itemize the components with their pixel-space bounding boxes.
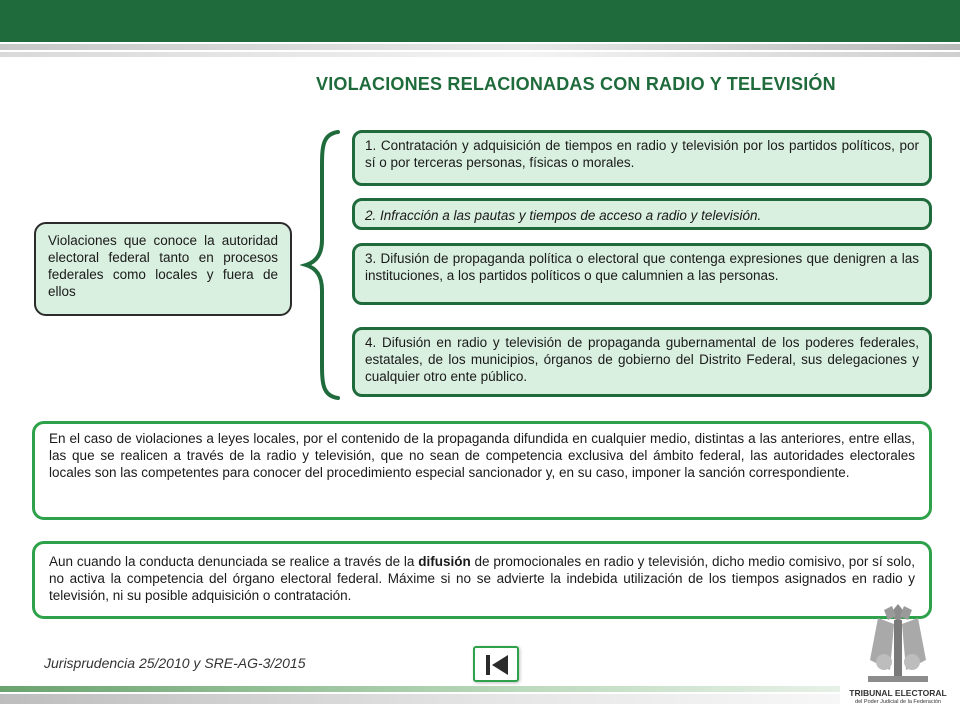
note-text-after: de promocionales en radio y televisión, dicho medio comisivo, por sí solo, no activa la competencia del órgano electoral federal. Máxime si no se advierte la indebida utilización de los tiempos asignados en radio y televisión, ni su posible adquisición o contratación. (49, 554, 915, 603)
note-text-before: Aun cuando la conducta denunciada se realice a través de la (49, 554, 419, 569)
tribunal-logo (848, 600, 948, 712)
jurisprudence-reference: Jurisprudencia 25/2010 y SRE-AG-3/2015 (44, 655, 306, 671)
violations-summary-box: Violaciones que conoce la autoridad electoral federal tanto en procesos federales como locales y fuera de ellos (34, 222, 292, 316)
note-text-bold: difusión (418, 554, 471, 569)
top-stripe (0, 44, 960, 50)
page-title: VIOLACIONES RELACIONADAS CON RADIO Y TELEVISIÓN (316, 74, 836, 94)
logo-title: TRIBUNAL ELECTORAL (849, 688, 947, 698)
curly-brace (300, 128, 344, 402)
violation-item-1: 1. Contratación y adquisición de tiempos en radio y televisión por los partidos políticos, por sí o por terceras personas, físicas o morales. (352, 130, 932, 186)
top-bar (0, 0, 960, 42)
bottom-stripe-secondary (0, 694, 840, 704)
local-laws-note: En el caso de violaciones a leyes locales, por el contenido de la propaganda difundida en cualquier medio, distintas a las anteriores, entre ellas, las que se realicen a través de la radio y televisión, que no sean de competencia exclusiva del ámbito federal, las autoridades electorales locales son las competentes para conocer del procedimiento especial sancionador y, en su caso, imponer la sanción correspondiente. (32, 421, 932, 520)
bottom-stripe (0, 686, 840, 692)
tribunal-emblem-icon (848, 600, 948, 688)
violation-item-3: 3. Difusión de propaganda política o electoral que contenga expresiones que denigren a las instituciones, a los partidos políticos o que calumnien a las personas. (352, 243, 932, 305)
first-slide-icon (484, 653, 510, 677)
logo-subtitle: del Poder Judicial de la Federación (855, 699, 941, 705)
violation-item-4: 4. Difusión en radio y televisión de propaganda gubernamental de los poderes federales, estatales, de los municipios, órganos de gobierno del Distrito Federal, sus delegaciones y cualquier otro ente público. (352, 327, 932, 397)
top-stripe-secondary (0, 52, 960, 57)
federal-competence-note (32, 541, 932, 619)
first-slide-button[interactable] (473, 646, 519, 682)
violation-item-2: 2. Infracción a las pautas y tiempos de acceso a radio y televisión. (352, 198, 932, 230)
